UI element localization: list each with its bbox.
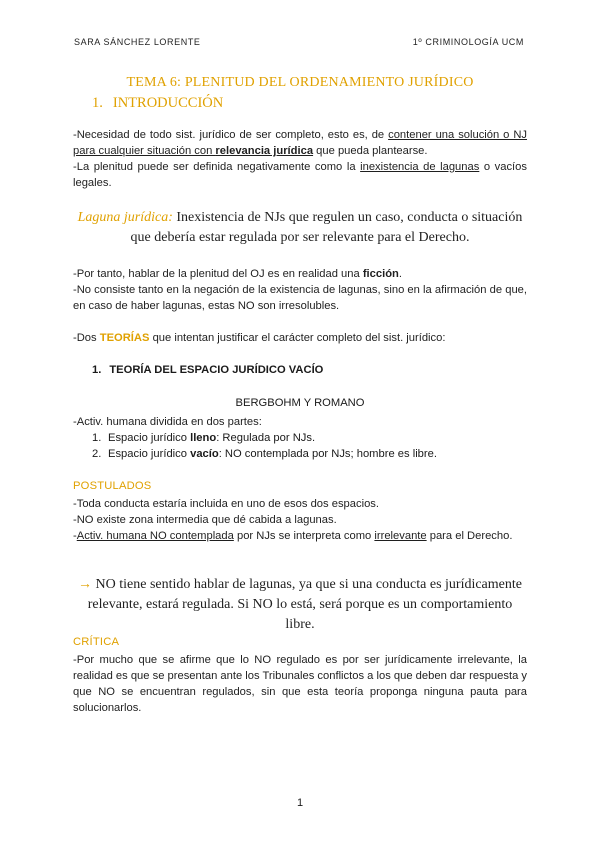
paragraph-activ: -Activ. humana dividida en dos partes: [73, 416, 262, 428]
theory-heading [92, 364, 323, 376]
text-line: -Toda conducta estaría incluida en uno de esos dos espacios. [73, 498, 379, 510]
header-author: SARA SÁNCHEZ LORENTE [74, 37, 201, 47]
bold-text: vacío [190, 448, 219, 460]
paragraph-necesidad [73, 127, 527, 159]
text-run: que intentan justificar el carácter completo del sist. jurídico: [149, 332, 446, 344]
postulados-text [73, 496, 527, 544]
text-run: que pueda plantearse. [313, 145, 428, 157]
conclusion-text [72, 575, 528, 635]
text-run: Espacio jurídico [108, 448, 191, 460]
underlined-text: contener una solución o NJ para cualquier situación con [73, 129, 528, 157]
section-label: INTRODUCCIÓN [112, 95, 224, 111]
bold-text: lleno [190, 432, 217, 444]
underlined-text: Activ. humana NO contemplada [76, 530, 234, 542]
list-item-espacio-lleno [92, 430, 315, 446]
text-run: -Necesidad de todo sist. jurídico de ser completo, esto es, de [73, 129, 389, 141]
text-run: . [398, 268, 402, 280]
header-course: 1º CRIMINOLOGÍA UCM [412, 37, 524, 47]
text-run: para el Derecho. [426, 530, 513, 542]
text-run: - [73, 530, 77, 542]
theory-label: TEORÍA DEL ESPACIO JURÍDICO VACÍO [109, 364, 324, 376]
text-run: por NJs se interpreta como [233, 530, 375, 542]
section-number: 1. [92, 95, 103, 111]
paragraph-teorias [73, 330, 527, 346]
arrow-right-icon: → [78, 577, 93, 592]
paragraph-ficcion [73, 266, 527, 314]
definition-laguna-juridica [70, 208, 530, 248]
text-run: Espacio jurídico [108, 432, 191, 444]
definition-text: Inexistencia de NJs que regulen un caso, conducta o situación que debería estar regulada por ser relevante para el Derecho. [130, 210, 523, 245]
page-number: 1 [296, 797, 304, 809]
theory-number: 1. [92, 364, 102, 376]
conclusion-body: NO tiene sentido hablar de lagunas, ya que si una conducta es jurídicamente relevante, estará regulada. Si NO lo está, será porque es un comportamiento libre. [87, 577, 522, 632]
authors-line: BERGBOHM Y ROMANO [235, 397, 365, 409]
text-run: o vacíos legales. [73, 161, 527, 189]
highlighted-text: TEORÍAS [99, 332, 150, 344]
text-run: -La plenitud puede ser definida negativamente como la [73, 161, 361, 173]
bold-text: ficción [362, 268, 399, 280]
list-number: 1. [92, 432, 102, 444]
paragraph-plenitud [73, 159, 527, 191]
text-run: -Dos [73, 332, 100, 344]
section-heading-introduccion [92, 95, 223, 112]
text-line: -No consiste tanto en la negación de la existencia de lagunas, sino en la afirmación de que, en caso de haber lagunas, estas NO son irresolubles. [73, 284, 527, 312]
list-number: 2. [92, 448, 102, 460]
bold-underlined-text: relevancia jurídica [215, 145, 314, 157]
critica-label: CRÍTICA [73, 636, 120, 648]
document-title: TEMA 6: PLENITUD DEL ORDENAMIENTO JURÍDICO [126, 75, 474, 90]
text-run: -Por tanto, hablar de la plenitud del OJ es en realidad una [73, 268, 363, 280]
postulados-label: POSTULADOS [73, 480, 152, 492]
definition-label: Laguna jurídica: [77, 210, 173, 225]
critica-text: -Por mucho que se afirme que lo NO regulado es por ser jurídicamente irrelevante, la realidad es que se presentan ante los Tribunales conflictos a los que deben dar respuesta y que NO se encuentran regulados, sin que esta teoría proponga ninguna pauta para solucionarlos. [73, 654, 528, 714]
text-line: -NO existe zona intermedia que dé cabida a lagunas. [73, 514, 337, 526]
list-item-espacio-vacio [92, 446, 437, 462]
underlined-text: irrelevante [374, 530, 427, 542]
underlined-text: inexistencia de lagunas [360, 161, 480, 173]
text-run: : NO contemplada por NJs; hombre es libre. [218, 448, 437, 460]
text-run: : Regulada por NJs. [216, 432, 316, 444]
